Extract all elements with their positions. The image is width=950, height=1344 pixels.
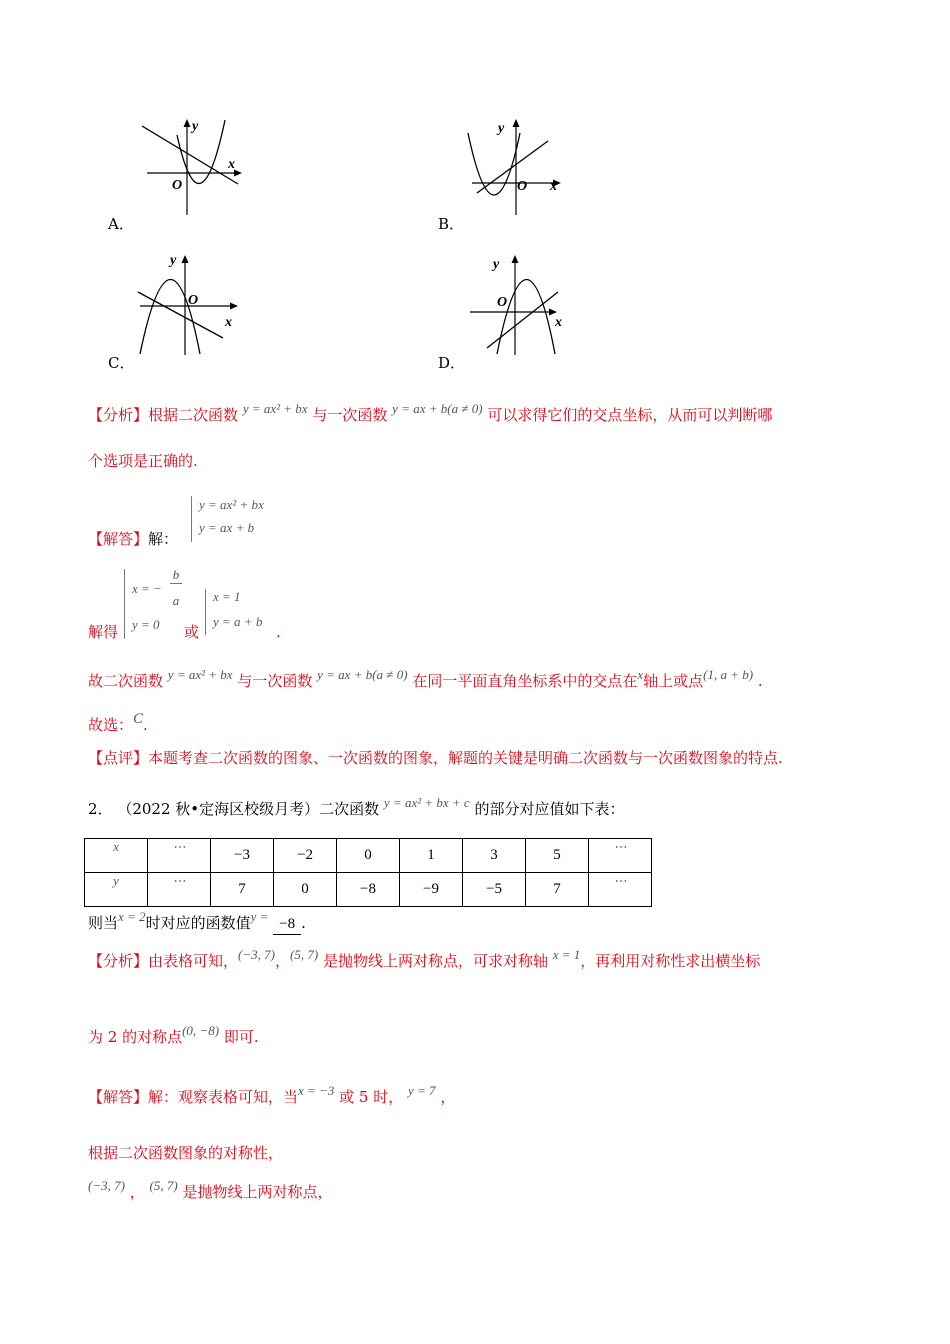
- conclusion-1: [88, 667, 763, 692]
- text: ，: [440, 1088, 456, 1106]
- equation: y = 0: [132, 617, 160, 632]
- x-axis-label: x: [550, 179, 557, 194]
- solution-1-line-1: [88, 529, 178, 549]
- solution-2-line-1: [88, 1083, 456, 1108]
- math-expr: x: [637, 667, 644, 682]
- table-cell: 0: [274, 873, 337, 907]
- text: 或 5 时，: [339, 1088, 404, 1106]
- text: 则当: [88, 914, 119, 932]
- table-cell: −8: [337, 873, 400, 907]
- solution-tag: 【解答】: [88, 1088, 149, 1106]
- table-cell: ⋯: [589, 873, 652, 907]
- value-table: [84, 838, 652, 907]
- text: 的部分对应值如下表：: [474, 800, 625, 818]
- question-2: [88, 795, 625, 820]
- equation: x = −: [132, 581, 162, 596]
- y-axis-label: y: [493, 257, 500, 272]
- question-number: 2．: [88, 800, 113, 818]
- option-c-label: C．: [108, 354, 135, 372]
- table-cell: ⋯: [148, 839, 211, 873]
- comment-tag: 【点评】: [88, 749, 149, 767]
- table-cell: −3: [211, 839, 274, 873]
- table-cell: ⋯: [148, 873, 211, 907]
- text: ，: [129, 1183, 145, 1201]
- graph-d: [460, 250, 575, 358]
- text: 是抛物线上两对称点，: [182, 1183, 333, 1201]
- math-expr: y = ax² + bx: [242, 401, 308, 416]
- equation: x = 1: [213, 589, 241, 604]
- or-text: 或: [184, 623, 200, 641]
- math-expr: x = −3: [298, 1083, 335, 1098]
- text: .: [143, 716, 148, 734]
- table-cell: x: [85, 839, 148, 873]
- solution-2-line-3: [88, 1178, 333, 1203]
- choice-1: [88, 711, 148, 736]
- text: 与一次函数: [237, 672, 313, 690]
- y-axis-label: y: [192, 119, 199, 134]
- text: .: [757, 672, 763, 690]
- table-cell: ⋯: [589, 839, 652, 873]
- math-expr: (5, 7): [289, 947, 319, 962]
- comment-1: [88, 748, 783, 768]
- text: 解：: [148, 530, 179, 548]
- text: 轴上或点: [643, 672, 704, 690]
- table-cell: −5: [463, 873, 526, 907]
- math-expr: C: [133, 711, 144, 727]
- math-expr: (1, a + b): [703, 667, 754, 682]
- text: ，: [274, 952, 290, 970]
- analysis-tag: 【分析】: [88, 952, 149, 970]
- math-expr: (5, 7): [149, 1178, 178, 1193]
- fraction-denominator: a: [172, 593, 180, 608]
- math-expr: y = ax² + bx + c: [383, 795, 470, 810]
- option-b-label: B．: [438, 215, 465, 233]
- answer-blank: −8: [273, 914, 301, 935]
- fill-in-line: [88, 909, 306, 935]
- table-cell: 0: [337, 839, 400, 873]
- math-expr: y = ax + b(a ≠ 0): [392, 401, 483, 416]
- text: ，再利用对称性求出横坐标: [580, 952, 761, 970]
- table-cell: y: [85, 873, 148, 907]
- analysis-2-line-2: [88, 1023, 259, 1048]
- text: 故二次函数: [88, 672, 164, 690]
- y-axis-label: y: [498, 121, 505, 136]
- question-source: （2022 秋•定海区校级月考）二次函数: [117, 800, 380, 818]
- math-expr: (0, −8): [182, 1023, 220, 1038]
- text: .: [301, 914, 306, 932]
- solution-2-line-2: 根据二次函数图象的对称性，: [88, 1144, 284, 1162]
- math-expr: y =: [250, 909, 269, 924]
- x-axis-label: x: [228, 157, 235, 172]
- origin-label: O: [497, 295, 508, 310]
- table-cell: 7: [211, 873, 274, 907]
- origin-label: O: [172, 178, 183, 193]
- analysis-tag: 【分析】: [88, 406, 149, 424]
- math-expr: (−3, 7): [238, 947, 275, 962]
- period: .: [276, 623, 281, 641]
- table-cell: 1: [400, 839, 463, 873]
- math-expr: y = 7: [408, 1083, 436, 1098]
- equation-system: [191, 496, 264, 542]
- text: 即可.: [223, 1028, 259, 1046]
- table-row: [85, 873, 652, 907]
- equation: y = a + b: [213, 614, 263, 629]
- table-cell: 7: [526, 873, 589, 907]
- equation: y = ax + b: [199, 520, 255, 535]
- text: 本题考查二次函数的图象、一次函数的图象，解题的关键是明确二次函数与一次函数图象的特点.: [148, 749, 783, 767]
- solution-system-1: [124, 567, 180, 639]
- graph-a: [130, 115, 245, 220]
- graph-c: [130, 250, 245, 358]
- equation: y = ax² + bx: [199, 497, 264, 512]
- text: 可以求得它们的交点坐标，从而可以判断哪: [487, 406, 773, 424]
- text: 为 2 的对称点: [88, 1028, 183, 1046]
- text: 根据二次函数: [148, 406, 239, 424]
- math-expr: y = ax² + bx: [167, 667, 233, 682]
- text: 解：观察表格可知，当: [148, 1088, 299, 1106]
- math-expr: x = 2: [118, 909, 146, 924]
- table-cell: 3: [463, 839, 526, 873]
- table-cell: −9: [400, 873, 463, 907]
- table-row: [85, 839, 652, 873]
- option-d-label: D．: [438, 354, 466, 372]
- solution-tag: 【解答】: [88, 530, 149, 548]
- table-cell: −2: [274, 839, 337, 873]
- math-expr: x = 1: [552, 947, 581, 962]
- text: 由表格可知，: [148, 952, 239, 970]
- analysis-2-line-1: [88, 947, 761, 972]
- text: 与一次函数: [312, 406, 388, 424]
- origin-label: O: [517, 179, 528, 194]
- x-axis-label: x: [555, 315, 562, 330]
- table-cell: 5: [526, 839, 589, 873]
- solution-system-2: [205, 589, 263, 635]
- text: 时对应的函数值: [145, 914, 251, 932]
- origin-label: O: [188, 293, 199, 308]
- solution-1-result-label: 解得: [88, 623, 119, 641]
- math-expr: y = ax + b(a ≠ 0): [317, 667, 408, 682]
- text: 故选：: [88, 716, 134, 734]
- analysis-1-line-2: 个选项是正确的.: [88, 452, 198, 470]
- text: 是抛物线上两对称点，可求对称轴: [322, 952, 548, 970]
- analysis-1-line-1: [88, 401, 773, 426]
- graph-b: [460, 115, 575, 220]
- y-axis-label: y: [170, 253, 177, 268]
- text: 在同一平面直角坐标系中的交点在: [412, 672, 638, 690]
- math-expr: (−3, 7): [88, 1178, 125, 1193]
- option-a-label: A．: [108, 215, 134, 233]
- fraction-numerator: b: [170, 567, 182, 584]
- x-axis-label: x: [225, 315, 232, 330]
